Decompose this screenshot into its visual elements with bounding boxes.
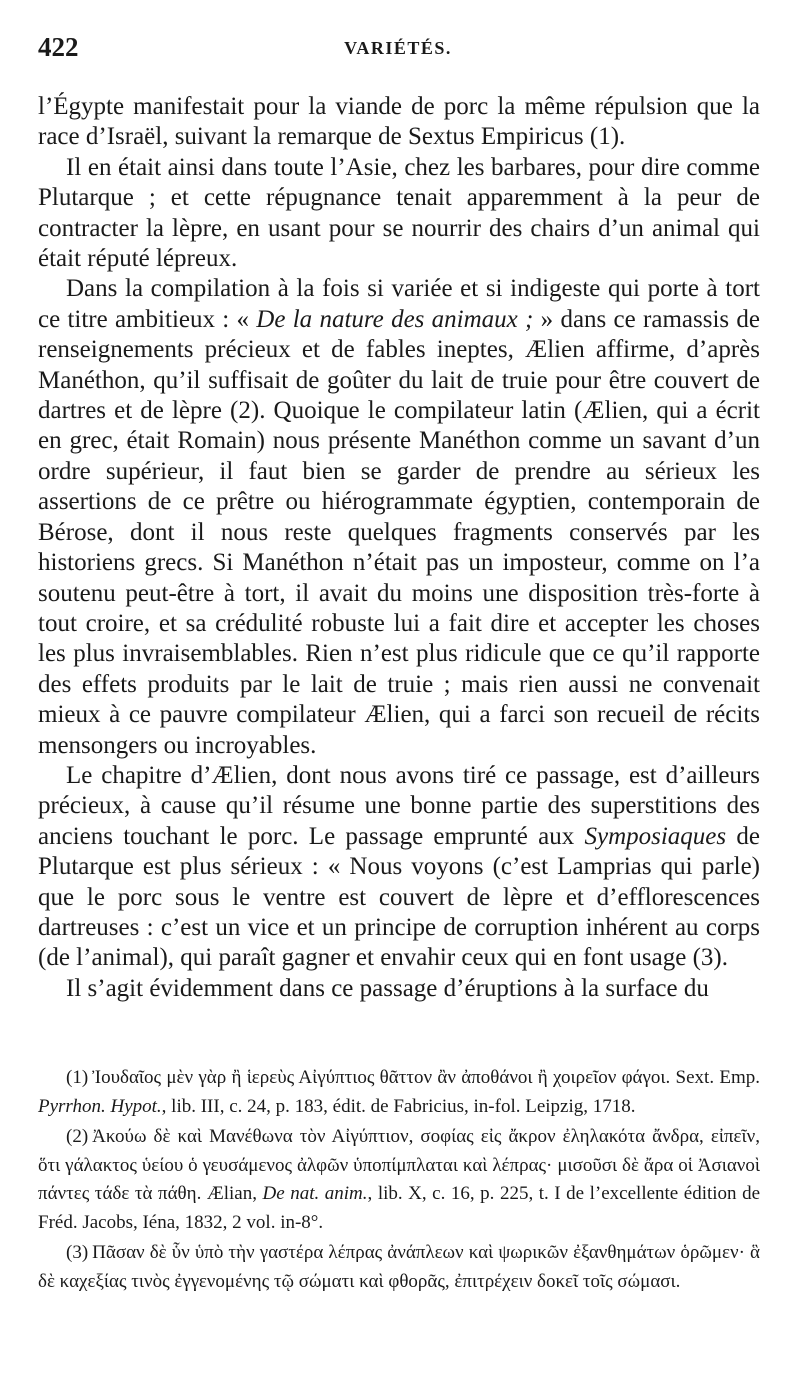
paragraph-5: Il s’agit évidemment dans ce passage d’éruptions à la surface du bbox=[66, 974, 709, 1002]
footnote-2-text-b: , lib. X, c. 16, p. 225, t. I de l’excellente édition de Fréd. Jacobs, Iéna, 1832, 2 vol. in-8°. bbox=[38, 1183, 761, 1233]
paragraph-4 bbox=[38, 761, 760, 974]
footnote-1-text-a: Ἰουδαῖος μὲν γὰρ ἢ ἱερεὺς Αἰγύπτιος θᾶττον ἂν ἀποθάνοι ἢ χοιρεῖον φάγοι. Sext. Emp. bbox=[92, 1067, 760, 1088]
footnote-3 bbox=[38, 1239, 760, 1296]
symposiaques-title-italic: Symposiaques bbox=[584, 822, 727, 850]
footnote-3-number: (3) bbox=[66, 1242, 89, 1263]
paragraph-2: Il en était ainsi dans toute l’Asie, chez les barbares, pour dire comme Plutarque ; et cette répugnance tenait apparemment à la peur de contracter la lèpre, en usant pour se nourrir des chairs d’un animal qui était réputé lépreux. bbox=[38, 153, 760, 273]
footnote-1-number: (1) bbox=[66, 1067, 89, 1088]
footnote-2 bbox=[38, 1123, 760, 1237]
footnote-2-title: De nat. anim. bbox=[262, 1183, 368, 1204]
footnote-2-number: (2) bbox=[66, 1126, 89, 1147]
paragraph-1: l’Égypte manifestait pour la viande de porc la même répulsion que la race d’Israël, suivant la remarque de Sextus Empiricus (1). bbox=[38, 93, 760, 151]
body-text bbox=[38, 92, 760, 1004]
footnote-1-title: Pyrrhon. Hypot. bbox=[38, 1095, 162, 1117]
footnote-3-text: Πᾶσαν δὲ ὗν ὑπὸ τὴν γαστέρα λέπρας ἀνάπλεων καὶ ψωρικῶν ἐξανθημάτων ὁρῶμεν· ἃ δὲ καχεξίας τινὸς ἐγγενομένης τῷ σώματι καὶ φθορᾶς, ἐπιτρέχειν δοκεῖ τοῖς σώμασι. bbox=[38, 1242, 760, 1292]
footnote-1-text-b: , lib. III, c. 24, p. 183, édit. de Fabricius, in-fol. Leipzig, 1718. bbox=[161, 1095, 636, 1117]
page-number: 422 bbox=[38, 32, 79, 62]
paragraph-4-part-a: Le chapitre d’Ælien, dont nous avons tiré ce passage, est d’ailleurs précieux, à cause qu’il résume une bonne partie des superstitions des anciens touchant le porc. Le passage emprunté aux bbox=[38, 761, 760, 850]
paragraph-3-part-a: Dans la compilation à la fois si variée et si indigeste qui porte à tort ce titre ambitieux : « bbox=[38, 275, 760, 333]
page-header bbox=[38, 32, 768, 72]
book-title-italic: De la nature des animaux ; bbox=[256, 305, 534, 333]
footnote-2-text-a: Ἀκούω δὲ καὶ Μανέθωνα τὸν Αἰγύπτιον, σοφίας εἰς ἄκρον ἐληλακότα ἄνδρα, εἰπεῖν, ὅτι γάλακτος ὑείου ὁ γευσάμενος ἀλφῶν ὑποπίμπλαται καὶ λέπρας· μισοῦσι δὲ ἄρα οἱ Ἀσιανοὶ πάντες τάδε τὰ πάθη. Ælian, bbox=[38, 1126, 760, 1204]
footnotes bbox=[38, 1064, 760, 1298]
footnote-1 bbox=[38, 1064, 760, 1121]
paragraph-3-part-b: » dans ce ramassis de renseignements précieux et de fables ineptes, Ælien affirme, d’après Manéthon, qu’il suffisait de goûter du lait de truie pour être couvert de dartres et de lèpre (2). Quoique le compilateur latin (Ælien, qui a écrit en grec, était Romain) nous présente Manéthon comme un savant d’un ordre supérieur, il faut bien se garder de prendre au sérieux les assertions de ce prêtre ou hiérogrammate égyptien, contemporain de Bérose, dont il nous reste quelques fragments conservés par les historiens grecs. Si Manéthon n’était pas un imposteur, comme on l’a soutenu peut-être à tort, il avait du moins une disposition très-forte à tout croire, et sa crédulité robuste lui a fait dire et accepter les choses les plus invraisemblables. Rien n’est plus ridicule que ce qu’il rapporte des effets produits par le lait de truie ; mais rien aussi ne convenait mieux à ce pauvre compilateur Ælien, qui a farci son recueil de récits mensongers ou incroyables. bbox=[38, 305, 760, 759]
running-head: VARIÉTÉS. bbox=[344, 38, 452, 58]
paragraph-3 bbox=[38, 274, 760, 761]
paragraph-4-part-b: de Plutarque est plus sérieux : « Nous voyons (c’est Lamprias qui parle) que le porc sous le ventre est couvert de lèpre et d’efflorescences dartreuses : c’est un vice et un principe de corruption inhérent au corps (de l’animal), qui paraît gagner et envahir ceux qui en font usage (3). bbox=[38, 822, 760, 972]
